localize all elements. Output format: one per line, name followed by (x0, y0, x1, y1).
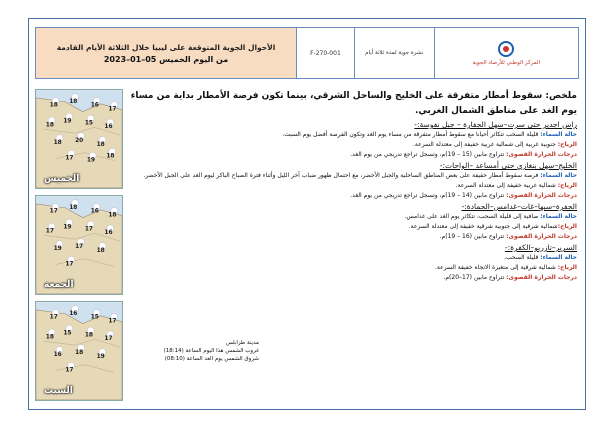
wind-text: شمالية شرقية إلى جنوبية شرقية خفيفة إلى معتدلة السرعة. (408, 223, 558, 230)
temp-label: درجات الحرارة القصوى: (506, 151, 577, 158)
sun-times (139, 339, 259, 363)
region-block (129, 120, 577, 160)
temp-label: درجات الحرارة القصوى: (506, 192, 577, 199)
map-temp: 19 (63, 224, 72, 231)
map-temp: 18 (96, 141, 105, 148)
map-temp: 18 (49, 102, 58, 109)
wind-label: الرياح: (557, 223, 577, 230)
map-temp: 18 (106, 153, 115, 160)
temp-text: تتراوح مابين (15 – 19)م، وتسجل تراجع تدريجي من يوم الغد. (350, 151, 507, 158)
header-title-line2: من اليوم الخميس 05–01–2023 (103, 54, 229, 64)
wind-text: شمالية غربية خفيفة إلى معتدلة السرعة. (455, 182, 558, 189)
map-temp: 18 (53, 139, 62, 146)
temp-line (129, 150, 577, 160)
wind-line (129, 263, 577, 273)
map-day-label: الخميس (44, 174, 80, 184)
forecast-map (35, 89, 123, 189)
map-temp: 18 (96, 247, 105, 254)
map-temp: 16 (104, 124, 113, 131)
map-temp: 17 (49, 314, 58, 321)
map-temp: 17 (108, 106, 117, 113)
map-temp: 17 (75, 243, 84, 250)
wind-line (129, 181, 577, 191)
region-title: الخليج–سهل بنغازي حتى أمساعد –الواحات:- (439, 161, 577, 170)
wind-text: جنوبية غربية إلى شمالية غربية خفيفة إلى معتدلة السرعة. (412, 141, 558, 148)
region-title: السرير–تازربو–الكفرة:- (504, 243, 577, 252)
sunset-time: غروب الشمس هذا اليوم الساعة (18:14) (163, 348, 259, 354)
map-temp: 17 (104, 336, 113, 343)
temp-label: درجات الحرارة القصوى: (506, 233, 577, 240)
center-logo-icon (498, 41, 514, 57)
sky-text: صافية إلى قليلة السحب، تتكاثر يوم الغد على غدامس. (404, 213, 541, 220)
map-temp: 18 (75, 349, 84, 356)
temp-line (129, 232, 577, 242)
temp-label: درجات الحرارة القصوى: (506, 274, 577, 281)
header-title-line1: الأحوال الجوية المتوقعة على ليبيا خلال الثلاثة الأيام القادمة (56, 42, 276, 52)
sky-label: حالة السماء: (540, 213, 577, 220)
forecast-map (35, 301, 123, 401)
sky-line (129, 130, 577, 140)
map-temp: 17 (84, 226, 94, 233)
sky-text: فرصة سقوط أمطار خفيفة على بعض المناطق الساحلية والجبل الأخضر، مع احتمال ظهور ضباب آخر الليل وأثناء فترة الصباح الباكر ليوم الغد على الجبل الأخضر. (143, 172, 541, 179)
wind-line (129, 140, 577, 150)
map-temp: 17 (45, 228, 54, 235)
forecast-map (35, 195, 123, 295)
map-temp: 18 (69, 204, 78, 211)
sky-label: حالة السماء: (540, 254, 577, 261)
temp-line (129, 191, 577, 201)
region-block (129, 161, 577, 201)
wind-label: الرياح: (557, 264, 577, 271)
sunrise-time: شروق الشمس يوم الغد الساعة (08:10) (164, 356, 259, 362)
map-temp: 19 (53, 245, 62, 252)
map-temp: 15 (63, 330, 72, 337)
map-temp: 16 (104, 230, 113, 237)
sky-text: قليلة السحب. (504, 254, 541, 261)
forecast-maps (35, 89, 123, 403)
map-temp: 19 (96, 353, 105, 360)
map-temp: 17 (65, 261, 74, 268)
map-temp: 16 (90, 102, 99, 109)
regions-list (129, 120, 577, 283)
sky-line (129, 253, 577, 263)
map-temp: 18 (84, 332, 94, 339)
wind-text: شمالية شرقية إلى متغيرة الاتجاه خفيفة السرعة. (435, 264, 558, 271)
region-block (129, 202, 577, 242)
map-temp: 18 (45, 334, 54, 341)
forecast-body (129, 89, 577, 283)
temp-text: تتراوح مابين (17–20)م. (443, 274, 507, 281)
map-temp: 16 (69, 310, 78, 317)
sky-text: قليلة السحب تتكاثر أحيانا مع سقوط أمطار متفرقة من مساء يوم الغد وتكون الفرصة أفضل يوم السبت. (282, 131, 541, 138)
wind-label: الرياح: (557, 182, 577, 189)
map-temp: 15 (84, 120, 94, 127)
sky-line (129, 212, 577, 222)
map-temp: 18 (108, 212, 117, 219)
map-temp: 18 (69, 98, 78, 105)
forecast-summary: ملخص: سقوط أمطار متفرقة على الخليج والساحل الشرقي، بينما تكون فرصة الأمطار بداية من مساء يوم الغد على مناطق الشمال الغربي. (130, 91, 577, 116)
center-name: المركز الوطني للأرصاد الجوية (472, 59, 540, 66)
map-temp: 16 (53, 351, 62, 358)
bulletin-note: نشرة جوية لمدة ثلاثة أيام (355, 28, 435, 78)
region-block (129, 243, 577, 283)
wind-label: الرياح: (557, 141, 577, 148)
region-title: الجفرة–سبها–غات–غدامس–الحمادة:- (461, 202, 577, 211)
map-temp: 17 (65, 367, 74, 374)
center-cell (435, 28, 578, 78)
wind-line (129, 222, 577, 232)
map-temp: 19 (63, 118, 72, 125)
bulletin-page (28, 18, 586, 410)
temp-line (129, 273, 577, 283)
sky-label: حالة السماء: (540, 131, 577, 138)
map-temp: 17 (49, 208, 58, 215)
temp-text: تتراوح مابين (16 – 19)م. (439, 233, 507, 240)
map-temp: 15 (90, 314, 99, 321)
form-code: F-270-001 (297, 28, 355, 78)
sky-label: حالة السماء: (540, 172, 577, 179)
map-day-label: السبت (44, 386, 73, 396)
map-temp: 20 (75, 137, 84, 144)
header-title-cell (36, 28, 297, 78)
map-temp: 17 (108, 318, 117, 325)
map-temp: 17 (65, 155, 74, 162)
map-day-label: الجمعة (44, 280, 74, 290)
region-title: راس اجدير حتى سرت–سهل الجفارة – جبل نفوسة:- (414, 120, 577, 129)
map-temp: 19 (86, 157, 95, 164)
temp-text: تتراوح مابين (14 – 19)م، وتسجل تراجع تدريجي من يوم الغد. (350, 192, 507, 199)
sun-city: مدينة طرابلس (225, 340, 259, 346)
map-temp: 18 (45, 122, 54, 129)
map-temp: 16 (90, 208, 99, 215)
sky-line (129, 171, 577, 181)
bulletin-header (35, 27, 579, 79)
